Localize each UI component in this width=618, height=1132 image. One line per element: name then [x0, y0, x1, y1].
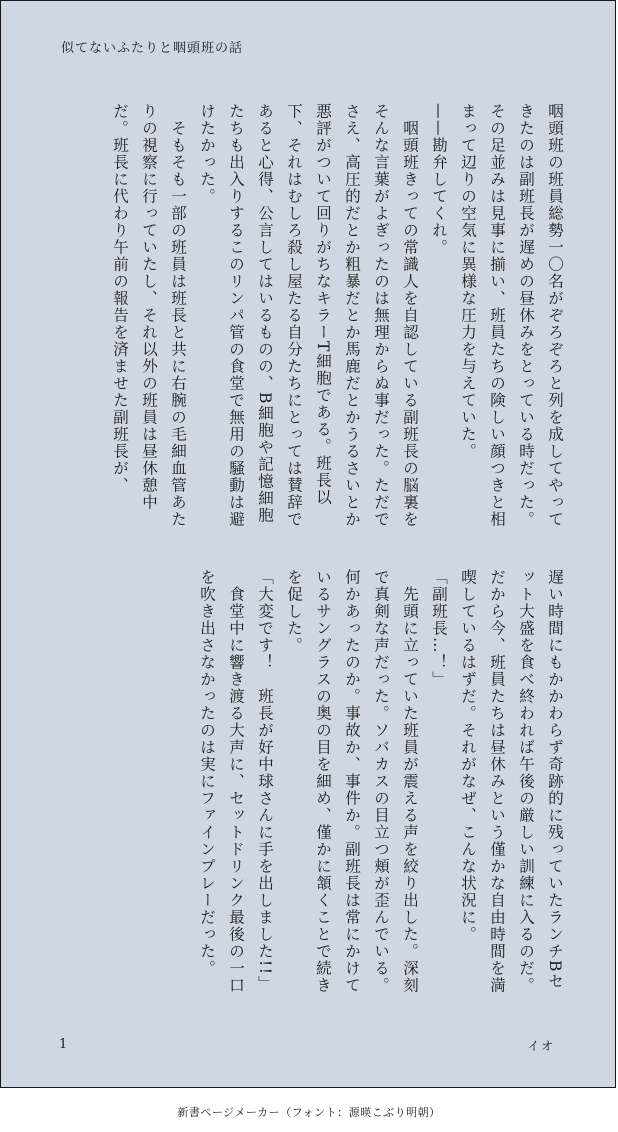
- paragraph: 「副班長…！」: [430, 569, 448, 688]
- generator-credit: 新書ページメーカー（フォント：源暎こぶり明朝）: [177, 1106, 441, 1119]
- lower-text-column: [63, 569, 569, 1001]
- paragraph: 咽頭班の班員総勢一〇名がぞろぞろと列を成してやってきたのは副班長が遅めの昼休みをとっている時だった。その足並みは見事に揃い、班員たちの険しい顔つきと相まって辺りの空気に異様な圧力を与えていた。: [459, 103, 564, 528]
- running-header-title: 似てないふたりと咽頭班の話: [61, 41, 244, 56]
- paragraph: そもそも一部の班員は班長と共に右腕の毛細血管あたりの視察に行っていたし、それ以外の班員は昼休憩中だ。班長に代わり午前の報告を済ませた副班長が、: [111, 103, 187, 528]
- page-number: 1: [59, 1037, 68, 1052]
- paragraph: 遅い時間にもかかわらず奇跡的に残っていたランチBセット大盛を食べ終われば午後の厳しい訓練に入るのだ。だから今、班員たちは昼休みという僅かな自由時間を満喫しているはずだ。それがなぜ、こんな状況に。: [459, 569, 564, 994]
- paragraph: ——勘弁してくれ。: [430, 103, 448, 256]
- paragraph: 食堂中に響き渡る大声に、セットドリンク最後の一口を吹き出さなかったのは実にファインプレーだった。: [198, 569, 245, 994]
- paragraph: 「大変です！ 班長が好中球さんに手を出しました!!」: [256, 569, 274, 993]
- paragraph: 先頭に立っていた班員が震える声を絞り出した。深刻で真剣な声だった。ソバカスの目立つ頬が歪んでいる。何かあったのか。事故か、事件か。副班長は常にかけているサングラスの奥の目を細め、僅かに頷くことで続きを促した。: [285, 569, 419, 994]
- paragraph: 咽頭班きっての常識人を自認している副班長の脳裏をそんな言葉がよぎったのは無理からぬ事だった。ただでさえ、高圧的だとか粗暴だとか馬鹿だとかうるさいとか悪評がついて回りがちなキラーT細胞である。班長以下、それはむしろ殺し屋たる自分たちにとっては賛辞であると心得、公言してはいるものの、B細胞や記憶細胞たちも出入りするこのリンパ管の食堂で無用の騒動は避けたかった。: [198, 103, 419, 528]
- author-name: イオ: [527, 1039, 555, 1053]
- upper-text-column: [63, 103, 569, 535]
